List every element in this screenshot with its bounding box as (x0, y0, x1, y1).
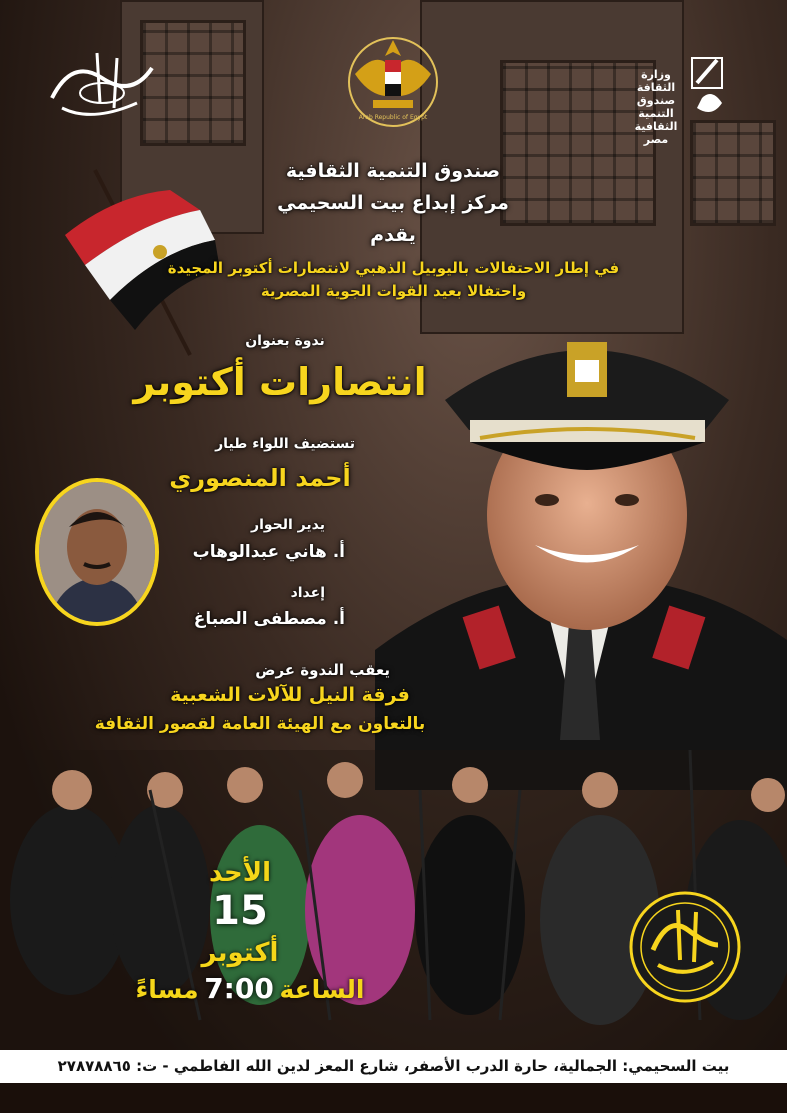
time-value: 7:00 (204, 972, 274, 1005)
presents-text: يقدم (370, 224, 416, 246)
guest-name: أحمد المنصوري (169, 464, 351, 492)
mashrabiya-window-far-right (690, 120, 776, 226)
event-date-number: 15 (212, 888, 268, 934)
preparation-label: إعداد (290, 585, 325, 601)
seminar-title: انتصارات أكتوبر (133, 360, 427, 404)
ministry-logo (622, 48, 730, 146)
calligraphy-seal (628, 890, 742, 1004)
partner-text: بالتعاون مع الهيئة العامة لقصور الثقافة (94, 714, 426, 734)
ministry-logo-text: وزارة الثقافة صندوق التنمية الثقافية مصر (634, 68, 678, 146)
troupe-name: فرقة النيل للآلات الشعبية (170, 684, 410, 706)
guest-portrait (35, 478, 159, 626)
preparation-name: أ. مصطفى الصباغ (193, 609, 345, 629)
calligraphy-logo (42, 48, 167, 128)
event-day: الأحد (208, 858, 272, 888)
emblem-caption: Arab Republic of Egypt (358, 114, 428, 121)
moderator-label: يدير الحوار (251, 517, 325, 533)
moderator-name: أ. هاني عبدالوهاب (192, 542, 345, 562)
time-label: الساعة (279, 975, 365, 1004)
presenter-line-2: مركز إبداع بيت السحيمي (277, 192, 509, 214)
occasion-line-1: في إطار الاحتفالات باليوبيل الذهبي لانتصارات أكتوبر المجيدة (167, 259, 620, 277)
event-time (115, 972, 385, 1010)
time-period: مساءً (135, 975, 199, 1004)
event-month: أكتوبر (201, 938, 279, 968)
presenter-line-1: صندوق التنمية الثقافية (285, 160, 501, 182)
seminar-intro: ندوة بعنوان (245, 333, 325, 349)
performance-intro: يعقب الندوة عرض (255, 661, 390, 679)
footer-address: بيت السحيمي: الجمالية، حارة الدرب الأصفر، شارع المعز لدين الله الفاطمي - ت: ٢٧٨٧٨٨٦٥ (0, 1050, 787, 1083)
guest-label: تستضيف اللواء طيار (215, 436, 355, 452)
egypt-flag (55, 150, 225, 360)
footer-bottom-bar (0, 1083, 787, 1113)
occasion-line-2: واحتفالا بعيد القوات الجوية المصرية (260, 282, 527, 300)
eagle-emblem (343, 34, 443, 129)
